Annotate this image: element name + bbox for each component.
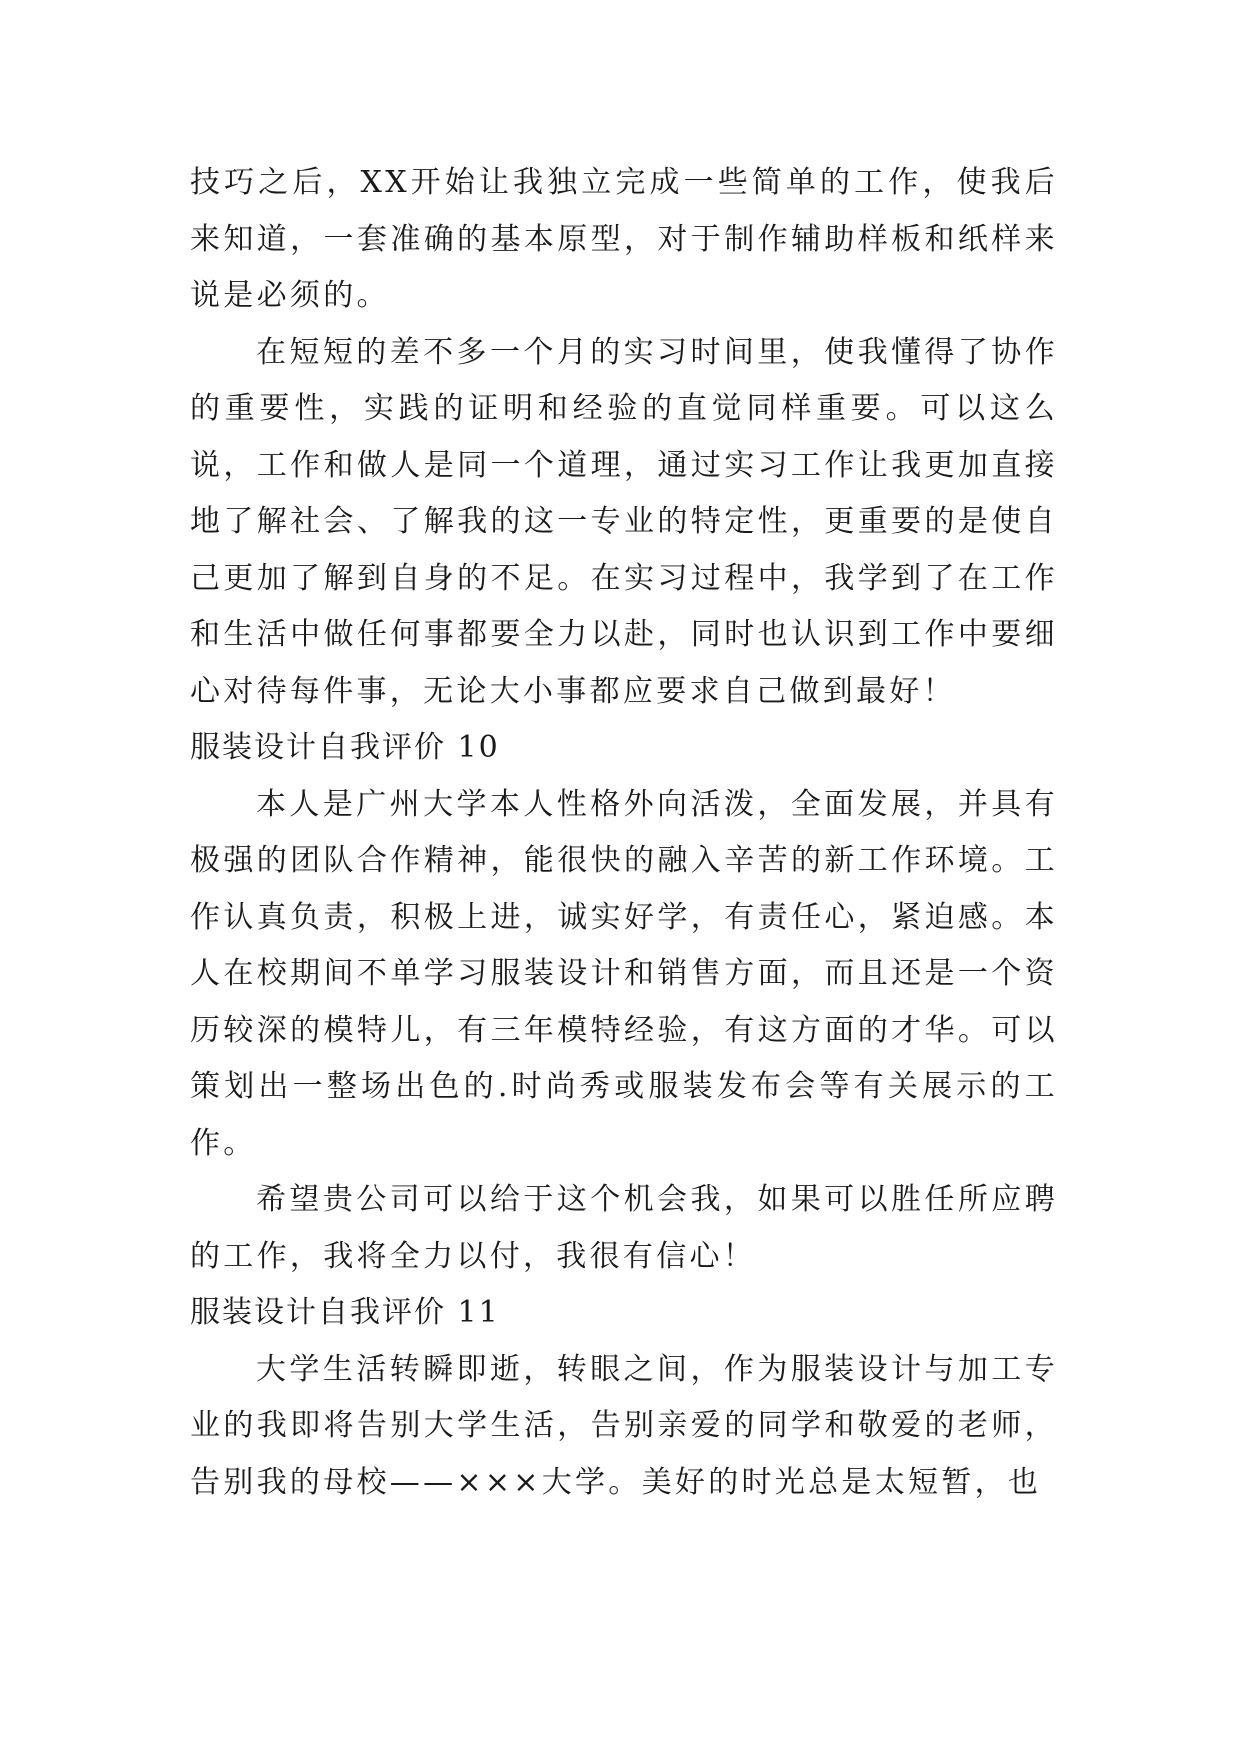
document-body [190, 155, 1058, 1511]
section-heading-11: 服装设计自我评价 11 [190, 1295, 500, 1330]
paragraph-5: 大学生活转瞬即逝，转眼之间，作为服装设计与加工专业的我即将告别大学生活，告别亲爱的同学和敬爱的老师，告别我的母校——×××大学。美好的时光总是太短暂，也 [190, 1351, 1058, 1500]
paragraph-1: 技巧之后，XX开始让我独立完成一些简单的工作，使我后来知道，一套准确的基本原型，对于制作辅助样板和纸样来说是必须的。 [190, 165, 1058, 313]
paragraph-2: 在短短的差不多一个月的实习时间里，使我懂得了协作的重要性，实践的证明和经验的直觉同样重要。可以这么说，工作和做人是同一个道理，通过实习工作让我更加直接地了解社会、了解我的这一专业的特定性，更重要的是使自己更加了解到自身的不足。在实习过程中，我学到了在工作和生活中做任何事都要全力以赴，同时也认识到工作中要细心对待每件事，无论大小事都应要求自己做到最好！ [190, 334, 1058, 709]
section-heading-10: 服装设计自我评价 10 [190, 730, 500, 765]
paragraph-3: 本人是广州大学本人性格外向活泼，全面发展，并具有极强的团队合作精神，能很快的融入辛苦的新工作环境。工作认真负责，积极上进，诚实好学，有责任心，紧迫感。本人在校期间不单学习服装设计和销售方面，而且还是一个资历较深的模特儿，有三年模特经验，有这方面的才华。可以策划出一整场出色的.时尚秀或服装发布会等有关展示的工作。 [190, 786, 1058, 1161]
paragraph-4: 希望贵公司可以给于这个机会我，如果可以胜任所应聘的工作，我将全力以付，我很有信心！ [190, 1182, 1058, 1274]
